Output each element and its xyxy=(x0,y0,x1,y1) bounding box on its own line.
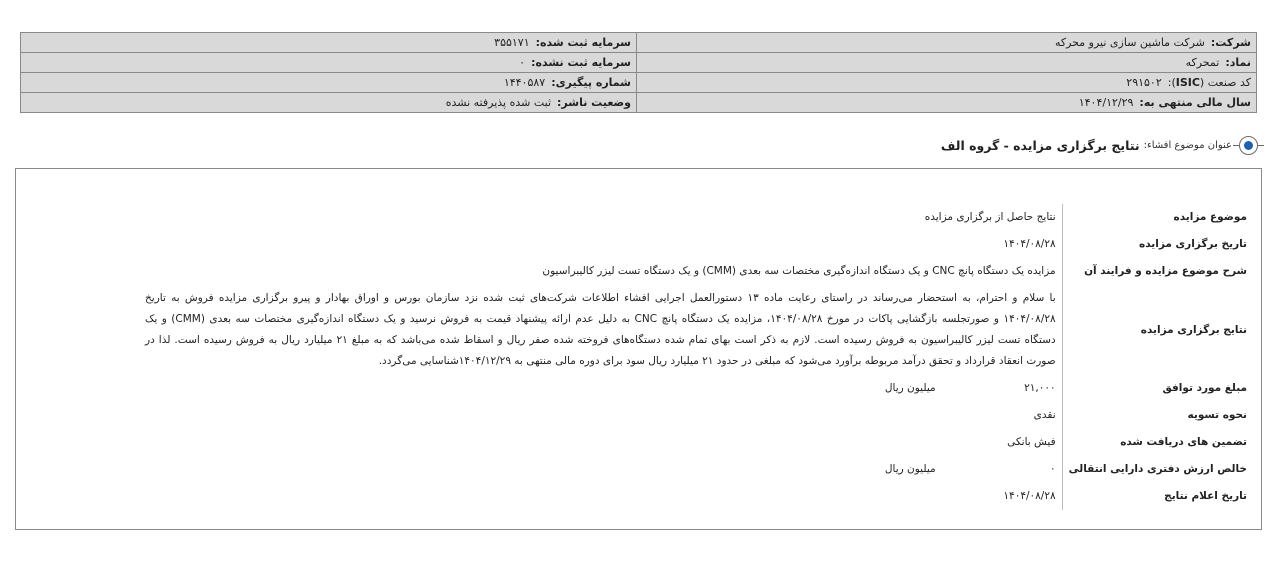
description-label: شرح موضوع مزایده و فرایند آن xyxy=(1062,258,1247,285)
auction-date-cell xyxy=(139,231,1062,258)
table-row xyxy=(139,204,1247,231)
radio-circle-icon xyxy=(1239,136,1258,155)
subject-prefix: عنوان موضوع افشاء: xyxy=(1143,140,1232,151)
auction-details-table xyxy=(139,204,1247,510)
tracking-number-label: شماره پیگیری: xyxy=(551,76,631,89)
announce-date-label: تاریخ اعلام نتایج xyxy=(1062,483,1247,510)
table-row xyxy=(139,483,1247,510)
agreed-amount-value: ۲۱,۰۰۰ xyxy=(1024,382,1056,394)
fiscal-year-label: سال مالی منتهی به: xyxy=(1139,96,1251,109)
company-info-table xyxy=(20,32,1257,113)
symbol-label: نماد: xyxy=(1225,56,1251,69)
symbol-cell xyxy=(637,53,1257,73)
auction-subject-label: موضوع مزایده xyxy=(1062,204,1247,231)
isic-label-bold: ISIC xyxy=(1175,76,1200,89)
unregistered-capital-cell xyxy=(21,53,637,73)
table-row xyxy=(139,456,1247,483)
registered-capital-value: ۳۵۵۱۷۱ xyxy=(494,36,530,49)
guarantee-value: فیش بانکی xyxy=(1007,436,1056,448)
description-value: مزایده یک دستگاه پانچ CNC و یک دستگاه اندازه‌گیری مختصات سه بعدی (CMM) و یک دستگاه تست لیزر کالیبراسیون xyxy=(542,265,1056,277)
publisher-status-label: وضعیت ناشر: xyxy=(557,96,631,109)
agreed-amount-cell xyxy=(139,375,1062,402)
publisher-status-value: ثبت شده پذیرفته نشده xyxy=(445,96,552,109)
isic-label-post: ): xyxy=(1167,76,1176,89)
company-value: شرکت ماشین سازی نیرو محرکه xyxy=(1054,36,1205,49)
net-book-value-unit: میلیون ریال xyxy=(884,463,936,475)
settlement-value: نقدی xyxy=(1033,409,1056,421)
disclosure-subject xyxy=(941,136,1258,155)
subject-title: نتایج برگزاری مزایده - گروه الف xyxy=(940,138,1140,153)
isic-label-pre: کد صنعت ( xyxy=(1199,76,1251,89)
results-value: با سلام و احترام، به استحضار می‌رساند در راستای رعایت ماده ۱۳ دستورالعمل اجرایی افشاء اطلاعات شرکت‌های ثبت شده نزد سازمان بورس و اوراق بهادار و پیرو برگزاری مزایده فروش به تاریخ ۱۴۰۴/۰۸/۲۸ و صورتجلسه بازگشایی پاکات در مورخ ۱۴۰۴/۰۸/۲۸، مزایده یک دستگاه پانچ CNC به دلیل عدم ارائه پیشنهاد قیمت به فروش نرسید و یک دستگاه اندازه‌گیری مختصات سه بعدی (CMM) و یک دستگاه تست لیزر کالیبراسیون به فروش رسیده است. لازم به ذکر است بهای تمام شده دستگاه‌های فروخته شده صفر ریال و اسقاط شده می‌باشد که به مبلغ ۲۱ میلیارد ریال به فروش رسیده است. لذا در صورت انعقاد قرارداد و تحقق درآمد مربوطه برآورد می‌شود که مبلغی در حدود ۲۱ میلیارد ریال سود برای دوره مالی منتهی به ۱۴۰۴/۱۲/۲۹شناسایی می‌گردد. xyxy=(145,292,1056,367)
net-book-value-label: خالص ارزش دفتری دارایی انتقالی xyxy=(1062,456,1247,483)
company-label: شرکت: xyxy=(1210,36,1251,49)
table-row xyxy=(139,231,1247,258)
table-row xyxy=(139,375,1247,402)
table-row xyxy=(139,258,1247,285)
table-row xyxy=(139,402,1247,429)
unregistered-capital-value: ۰ xyxy=(519,56,526,69)
agreed-amount-label: مبلغ مورد توافق xyxy=(1062,375,1247,402)
announce-date-value: ۱۴۰۴/۰۸/۲۸ xyxy=(1003,490,1056,502)
tracking-number-cell xyxy=(21,73,637,93)
auction-subject-value: نتایج حاصل از برگزاری مزایده xyxy=(924,211,1056,223)
results-label: نتایج برگزاری مزایده xyxy=(1062,285,1247,375)
fiscal-year-value: ۱۴۰۴/۱۲/۲۹ xyxy=(1078,96,1134,109)
isic-value: ۲۹۱۵۰۲ xyxy=(1126,76,1162,89)
publisher-status-cell xyxy=(21,93,637,113)
auction-date-label: تاریخ برگزاری مزایده xyxy=(1062,231,1247,258)
isic-label xyxy=(1168,76,1251,89)
net-book-value: ۰ xyxy=(1049,463,1056,475)
registered-capital-cell xyxy=(21,33,637,53)
net-book-value-cell xyxy=(139,456,1062,483)
unregistered-capital-label: سرمایه ثبت نشده: xyxy=(531,56,631,69)
announce-date-cell xyxy=(139,483,1062,510)
company-cell xyxy=(637,33,1257,53)
table-row xyxy=(139,429,1247,456)
auction-details-box xyxy=(15,168,1262,530)
guarantee-label: تضمین های دریافت شده xyxy=(1062,429,1247,456)
symbol-value: تمحرکه xyxy=(1185,56,1220,69)
registered-capital-label: سرمایه ثبت شده: xyxy=(535,36,631,49)
tracking-number-value: ۱۴۴۰۵۸۷ xyxy=(503,76,546,89)
agreed-amount-unit: میلیون ریال xyxy=(884,382,936,394)
fiscal-year-cell xyxy=(637,93,1257,113)
auction-date-value: ۱۴۰۴/۰۸/۲۸ xyxy=(1003,238,1056,250)
table-row xyxy=(139,285,1247,375)
isic-cell xyxy=(637,73,1257,93)
settlement-label: نحوه تسویه xyxy=(1062,402,1247,429)
